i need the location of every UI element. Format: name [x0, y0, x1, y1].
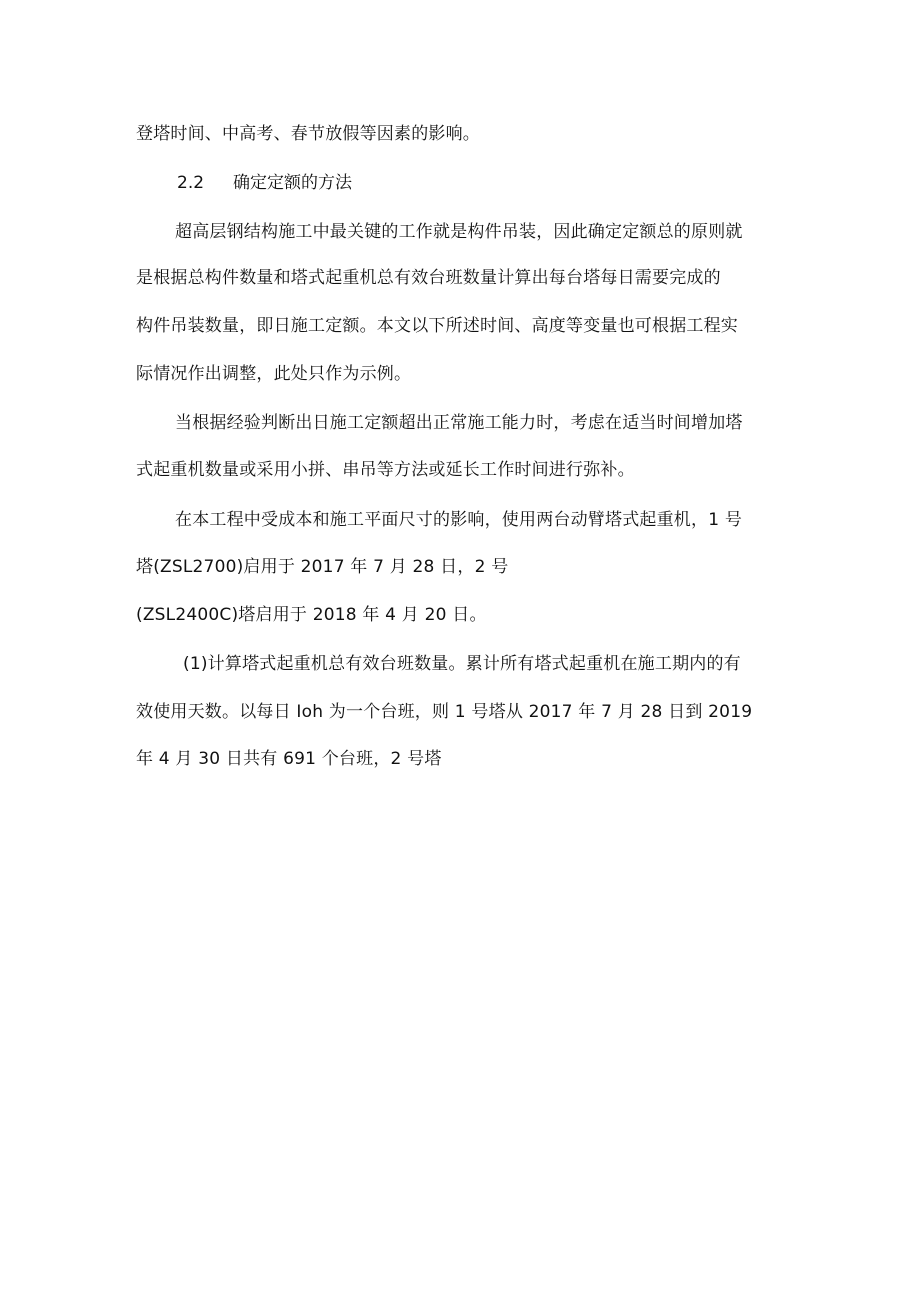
paragraph-line: 是根据总构件数量和塔式起重机总有效台班数量计算出每台塔每日需要完成的: [136, 268, 721, 288]
paragraph-line: 构件吊装数量，即日施工定额。本文以下所述时间、高度等变量也可根据工程实: [136, 316, 738, 336]
paragraph-line: 效使用天数。以每日 Ioh 为一个台班，则 1 号塔从 2017 年 7 月 28 日到 2019: [136, 702, 753, 722]
paragraph-line: (ZSL2400C)塔启用于 2018 年 4 月 20 日。: [136, 605, 487, 625]
paragraph-line: 年 4 月 30 日共有 691 个台班，2 号塔: [136, 749, 442, 769]
paragraph-line: 塔(ZSL2700)启用于 2017 年 7 月 28 日，2 号: [136, 557, 509, 577]
paragraph-line: 在本工程中受成本和施工平面尺寸的影响，使用两台动臂塔式起重机，1 号: [175, 510, 743, 530]
paragraph-line: 登塔时间、中高考、春节放假等因素的影响。: [136, 124, 480, 144]
paragraph-line: 当根据经验判断出日施工定额超出正常施工能力时，考虑在适当时间增加塔: [175, 413, 743, 433]
paragraph-line: 超高层钢结构施工中最关键的工作就是构件吊装，因此确定定额总的原则就: [175, 222, 743, 242]
paragraph-line: 式起重机数量或采用小拼、串吊等方法或延长工作时间进行弥补。: [136, 460, 635, 480]
paragraph-line: (1)计算塔式起重机总有效台班数量。累计所有塔式起重机在施工期内的有: [183, 654, 741, 674]
paragraph-line: 际情况作出调整，此处只作为示例。: [136, 364, 412, 384]
section-title: 确定定额的方法: [233, 173, 352, 193]
section-number: 2.2: [177, 173, 205, 193]
